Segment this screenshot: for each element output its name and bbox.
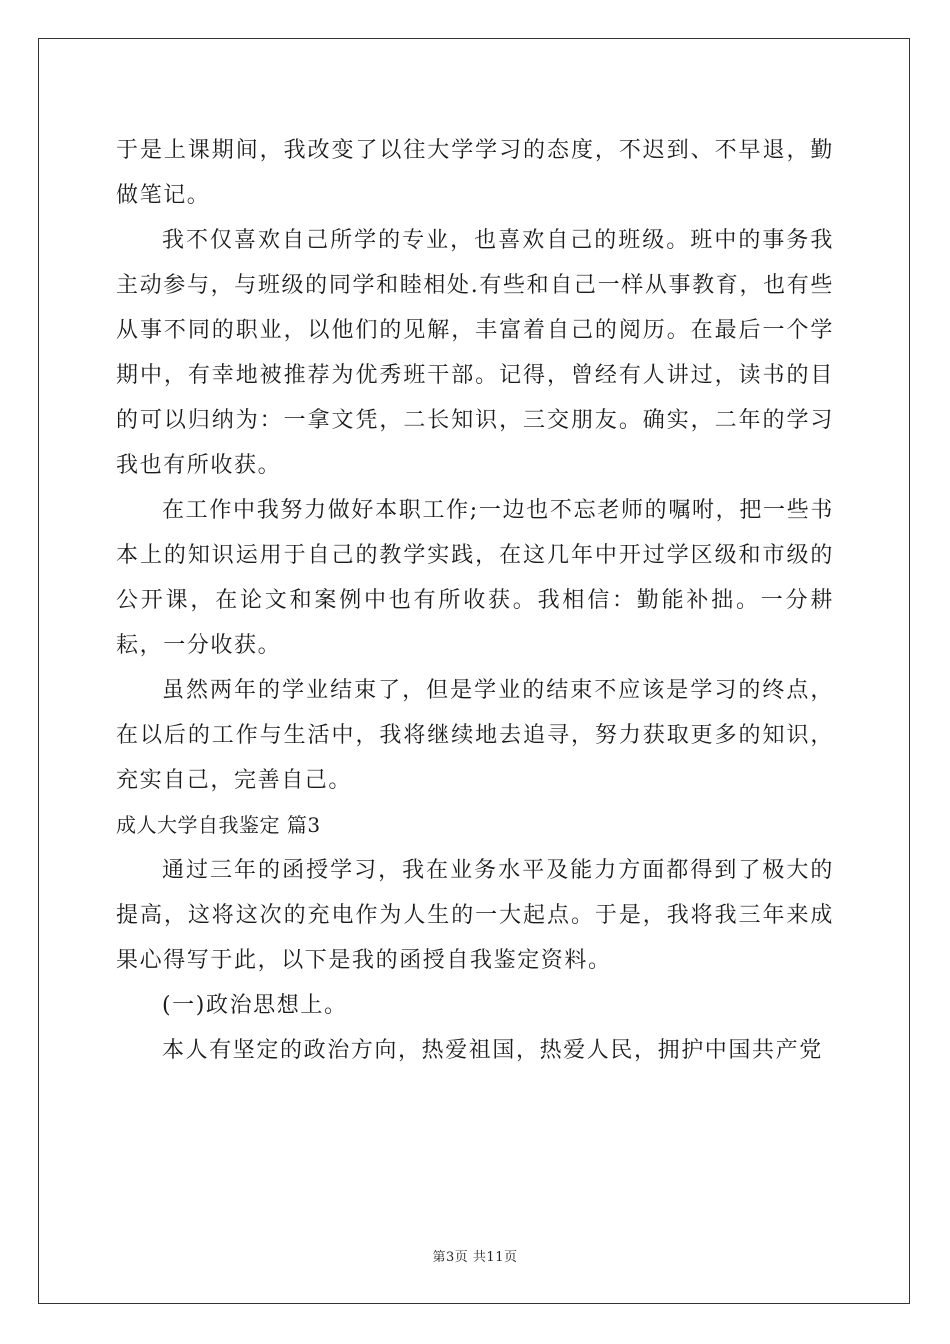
- paragraph-7: 本人有坚定的政治方向，热爱祖国，热爱人民，拥护中国共产党: [162, 1038, 823, 1063]
- paragraph-1: 于是上课期间，我改变了以往大学学习的态度，不迟到、不早退，勤做笔记。: [116, 138, 834, 208]
- paragraph-6: (一)政治思想上。: [162, 993, 348, 1018]
- paragraph-4: 虽然两年的学业结束了，但是学业的结束不应该是学习的终点，在以后的工作与生活中，我将继续地去追寻，努力获取更多的知识，充实自己，完善自己。: [116, 678, 834, 793]
- section-heading: 成人大学自我鉴定 篇3: [116, 813, 321, 837]
- paragraph-2: 我不仅喜欢自己所学的专业，也喜欢自己的班级。班中的事务我主动参与，与班级的同学和睦相处.有些和自己一样从事教育，也有些从事不同的职业，以他们的见解，丰富着自己的阅历。在最后一个学期中，有幸地被推荐为优秀班干部。记得，曾经有人讲过，读书的目的可以归纳为：一拿文凭，二长知识，三交朋友。确实，二年的学习我也有所收获。: [116, 228, 834, 478]
- document-body: [116, 128, 834, 1073]
- page-number-footer: 第3页 共11页: [432, 1250, 518, 1265]
- paragraph-3: 在工作中我努力做好本职工作;一边也不忘老师的嘱咐，把一些书本上的知识运用于自己的教学实践，在这几年中开过学区级和市级的公开课，在论文和案例中也有所收获。我相信：勤能补拙。一分耕耘，一分收获。: [116, 498, 834, 658]
- paragraph-5: 通过三年的函授学习，我在业务水平及能力方面都得到了极大的提高，这将这次的充电作为人生的一大起点。于是，我将我三年来成果心得写于此，以下是我的函授自我鉴定资料。: [116, 858, 834, 973]
